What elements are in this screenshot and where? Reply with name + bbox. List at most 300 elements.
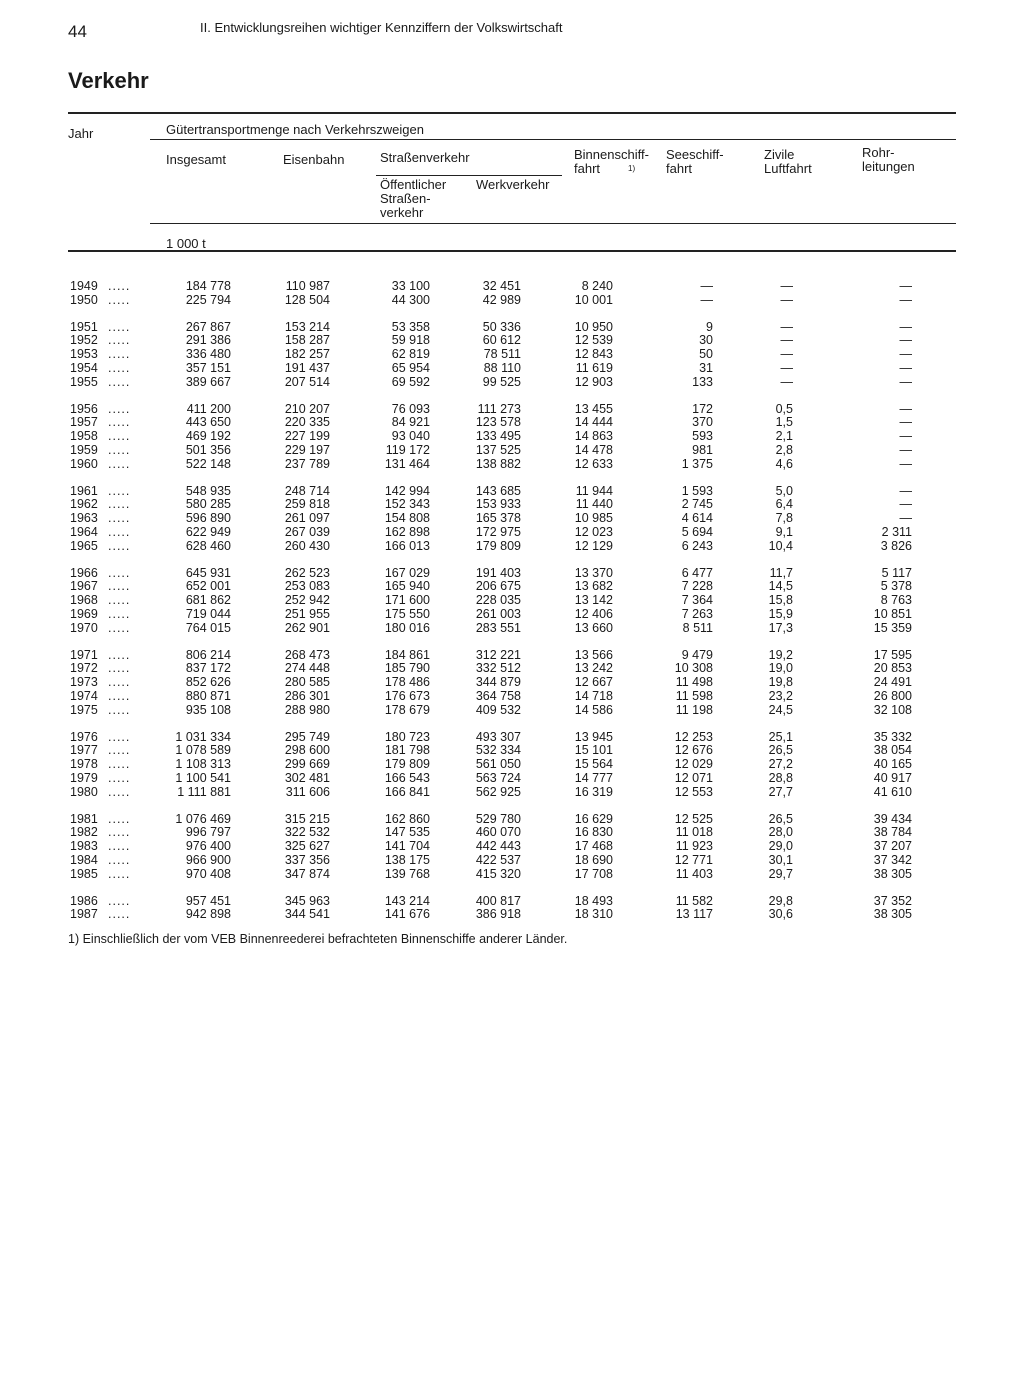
werkverkehr-cell: 442 443 [475, 839, 521, 854]
binnenschiff-cell: 14 478 [574, 443, 613, 457]
table-row [0, 293, 1024, 307]
luftfahrt-cell: 28,0 [768, 825, 793, 840]
binnenschiff-cell: 18 690 [574, 853, 613, 867]
rohr-cell: 37 342 [873, 853, 912, 867]
insgesamt-cell: 1 078 589 [175, 743, 231, 758]
rohr-cell: — [899, 374, 912, 389]
table-row [0, 675, 1024, 689]
leader-dots: ..... [108, 620, 131, 635]
year-cell: 1954 [70, 361, 98, 375]
rohr-cell: 40 165 [873, 757, 912, 772]
werkverkehr-cell: 409 532 [475, 702, 521, 717]
seeschiff-cell: 31 [699, 361, 713, 375]
werkverkehr-cell: 422 537 [475, 853, 521, 867]
leader-dots: ..... [108, 893, 131, 908]
werkverkehr-cell: 153 933 [475, 497, 521, 512]
eisenbahn-cell: 251 955 [284, 607, 330, 621]
leader-dots: ..... [108, 401, 131, 416]
table-row [0, 429, 1024, 443]
luftfahrt-cell: 1,5 [775, 415, 793, 430]
header-year: Jahr [68, 126, 94, 141]
eisenbahn-cell: 191 437 [284, 361, 330, 375]
luftfahrt-cell: 6,4 [775, 497, 793, 512]
rohr-cell: — [899, 511, 912, 526]
luftfahrt-cell: 19,8 [768, 675, 793, 690]
year-cell: 1972 [70, 661, 98, 676]
insgesamt-cell: 267 867 [185, 319, 231, 334]
eisenbahn-cell: 128 504 [284, 292, 330, 307]
leader-dots: ..... [108, 689, 131, 703]
insgesamt-cell: 970 408 [185, 866, 231, 881]
leader-dots: ..... [108, 525, 131, 539]
werkverkehr-cell: 228 035 [475, 593, 521, 608]
eisenbahn-cell: 253 083 [284, 579, 330, 594]
leader-dots: ..... [108, 292, 131, 307]
leader-dots: ..... [108, 319, 131, 334]
werkverkehr-cell: 133 495 [475, 429, 521, 444]
eisenbahn-cell: 295 749 [284, 729, 330, 744]
year-cell: 1987 [70, 907, 98, 922]
luftfahrt-cell: 19,0 [768, 661, 793, 676]
rohr-cell: — [899, 456, 912, 471]
rohr-cell: 38 305 [873, 907, 912, 922]
leader-dots: ..... [108, 333, 131, 348]
table-row [0, 415, 1024, 429]
leader-dots: ..... [108, 538, 131, 553]
werkverkehr-cell: 137 525 [475, 443, 521, 457]
table-row [0, 511, 1024, 525]
werkverkehr-cell: 332 512 [475, 661, 521, 676]
leader-dots: ..... [108, 661, 131, 676]
seeschiff-cell: 11 498 [675, 675, 713, 690]
insgesamt-cell: 942 898 [185, 907, 231, 922]
rohr-cell: 3 826 [880, 538, 912, 553]
eisenbahn-cell: 210 207 [284, 401, 330, 416]
year-cell: 1956 [70, 401, 98, 416]
eisenbahn-cell: 267 039 [284, 525, 330, 539]
insgesamt-cell: 957 451 [185, 893, 231, 908]
header-rule-1 [150, 139, 956, 140]
table-row [0, 457, 1024, 471]
binnenschiff-cell: 13 455 [574, 401, 613, 416]
oeffentlich-cell: 178 679 [384, 702, 430, 717]
year-cell: 1962 [70, 497, 98, 512]
oeffentlich-cell: 178 486 [384, 675, 430, 690]
seeschiff-cell: 370 [692, 415, 713, 430]
werkverkehr-cell: 172 975 [475, 525, 521, 539]
insgesamt-cell: 336 480 [185, 347, 231, 362]
luftfahrt-cell: 19,2 [768, 647, 793, 662]
binnenschiff-cell: 13 945 [574, 729, 613, 744]
oeffentlich-cell: 142 994 [384, 483, 430, 498]
rohr-cell: — [899, 319, 912, 334]
year-cell: 1958 [70, 429, 98, 444]
binnenschiff-cell: 12 903 [574, 374, 613, 389]
insgesamt-cell: 580 285 [185, 497, 231, 512]
insgesamt-cell: 764 015 [185, 620, 231, 635]
werkverkehr-cell: 261 003 [475, 607, 521, 621]
rohr-cell: — [899, 347, 912, 362]
seeschiff-cell: 12 525 [674, 811, 713, 826]
luftfahrt-cell: 23,2 [768, 689, 793, 703]
binnenschiff-cell: 10 950 [574, 319, 613, 334]
year-cell: 1959 [70, 443, 98, 457]
rohr-cell: 37 352 [873, 893, 912, 908]
werkverkehr-cell: 415 320 [475, 866, 521, 881]
binnenschiff-cell: 16 830 [574, 825, 613, 840]
header-binnenschiff-label: Binnenschiff-fahrt [574, 147, 649, 176]
werkverkehr-cell: 561 050 [475, 757, 521, 772]
luftfahrt-cell: 29,7 [768, 866, 793, 881]
oeffentlich-cell: 175 550 [384, 607, 430, 621]
rohr-cell: — [899, 443, 912, 457]
oeffentlich-cell: 152 343 [384, 497, 430, 512]
insgesamt-cell: 837 172 [185, 661, 231, 676]
insgesamt-cell: 522 148 [185, 456, 231, 471]
binnenschiff-cell: 15 101 [574, 743, 613, 758]
header-unit: 1 000 t [166, 236, 206, 251]
oeffentlich-cell: 180 723 [384, 729, 430, 744]
eisenbahn-cell: 280 585 [284, 675, 330, 690]
oeffentlich-cell: 180 016 [384, 620, 430, 635]
eisenbahn-cell: 182 257 [284, 347, 330, 362]
oeffentlich-cell: 184 861 [384, 647, 430, 662]
rohr-cell: 39 434 [873, 811, 912, 826]
header-rohr: Rohr-leitungen [862, 145, 915, 174]
seeschiff-cell: 133 [692, 374, 713, 389]
luftfahrt-cell: 4,6 [775, 456, 793, 471]
oeffentlich-cell: 185 790 [384, 661, 430, 676]
seeschiff-cell: 9 [706, 319, 713, 334]
eisenbahn-cell: 252 942 [284, 593, 330, 608]
year-cell: 1955 [70, 374, 98, 389]
eisenbahn-cell: 288 980 [284, 702, 330, 717]
seeschiff-cell: 13 117 [675, 907, 713, 922]
table-row [0, 757, 1024, 771]
luftfahrt-cell: 25,1 [768, 729, 793, 744]
table-row [0, 361, 1024, 375]
werkverkehr-cell: 88 110 [483, 361, 521, 375]
eisenbahn-cell: 229 197 [284, 443, 330, 457]
year-cell: 1981 [70, 811, 98, 826]
rohr-cell: — [899, 429, 912, 444]
insgesamt-cell: 976 400 [185, 839, 231, 854]
binnenschiff-cell: 12 633 [574, 456, 613, 471]
insgesamt-cell: 852 626 [185, 675, 231, 690]
werkverkehr-cell: 191 403 [475, 565, 521, 580]
oeffentlich-cell: 44 300 [391, 292, 430, 307]
seeschiff-cell: 4 614 [681, 511, 713, 526]
year-cell: 1976 [70, 729, 98, 744]
eisenbahn-cell: 262 523 [284, 565, 330, 580]
insgesamt-cell: 622 949 [185, 525, 231, 539]
binnenschiff-cell: 12 843 [574, 347, 613, 362]
header-rule-3 [150, 223, 956, 224]
werkverkehr-cell: 563 724 [475, 771, 521, 785]
binnenschiff-cell: 13 682 [574, 579, 613, 594]
seeschiff-cell: — [700, 292, 713, 307]
year-cell: 1982 [70, 825, 98, 840]
year-cell: 1964 [70, 525, 98, 539]
oeffentlich-cell: 162 898 [384, 525, 430, 539]
year-cell: 1969 [70, 607, 98, 621]
rohr-cell: 5 117 [881, 565, 912, 580]
footnote: 1) Einschließlich der vom VEB Binnenreederei befrachteten Binnenschiffe anderer Länder. [68, 932, 568, 946]
table-row [0, 907, 1024, 921]
binnenschiff-cell: 10 985 [574, 511, 613, 526]
year-cell: 1968 [70, 593, 98, 608]
oeffentlich-cell: 167 029 [384, 565, 430, 580]
eisenbahn-cell: 110 987 [285, 279, 330, 293]
table-row [0, 484, 1024, 498]
table-row [0, 689, 1024, 703]
werkverkehr-cell: 529 780 [475, 811, 521, 826]
leader-dots: ..... [108, 907, 131, 922]
leader-dots: ..... [108, 374, 131, 389]
seeschiff-cell: 7 228 [681, 579, 713, 594]
binnenschiff-cell: 13 370 [574, 565, 613, 580]
eisenbahn-cell: 227 199 [284, 429, 330, 444]
running-head: II. Entwicklungsreihen wichtiger Kennziffern der Volkswirtschaft [200, 20, 563, 35]
header-insgesamt: Insgesamt [166, 152, 226, 167]
eisenbahn-cell: 237 789 [284, 456, 330, 471]
rohr-cell: 40 917 [873, 771, 912, 785]
werkverkehr-cell: 344 879 [475, 675, 521, 690]
table-row [0, 825, 1024, 839]
year-cell: 1980 [70, 784, 98, 799]
leader-dots: ..... [108, 702, 131, 717]
luftfahrt-cell: 15,8 [768, 593, 793, 608]
luftfahrt-cell: 2,1 [775, 429, 793, 444]
leader-dots: ..... [108, 347, 131, 362]
luftfahrt-cell: 14,5 [768, 579, 793, 594]
binnenschiff-cell: 14 777 [574, 771, 613, 785]
table-row [0, 443, 1024, 457]
oeffentlich-cell: 119 172 [385, 443, 430, 457]
eisenbahn-cell: 345 963 [284, 893, 330, 908]
rohr-cell: 35 332 [873, 729, 912, 744]
luftfahrt-cell: — [780, 319, 793, 334]
leader-dots: ..... [108, 511, 131, 526]
luftfahrt-cell: 9,1 [775, 525, 793, 539]
insgesamt-cell: 469 192 [185, 429, 231, 444]
insgesamt-cell: 880 871 [185, 689, 231, 703]
seeschiff-cell: 12 253 [674, 729, 713, 744]
seeschiff-cell: 11 923 [675, 839, 713, 854]
binnenschiff-cell: 14 586 [574, 702, 613, 717]
luftfahrt-cell: 0,5 [775, 401, 793, 416]
table-row [0, 703, 1024, 717]
werkverkehr-cell: 364 758 [475, 689, 521, 703]
luftfahrt-cell: — [780, 279, 793, 293]
seeschiff-cell: 593 [692, 429, 713, 444]
insgesamt-cell: 225 794 [185, 292, 231, 307]
year-cell: 1971 [70, 647, 98, 662]
oeffentlich-cell: 143 214 [384, 893, 430, 908]
insgesamt-cell: 1 100 541 [175, 771, 231, 785]
oeffentlich-cell: 165 940 [384, 579, 430, 594]
seeschiff-cell: 12 029 [674, 757, 713, 772]
eisenbahn-cell: 153 214 [284, 319, 330, 334]
luftfahrt-cell: — [780, 347, 793, 362]
insgesamt-cell: 548 935 [185, 483, 231, 498]
rohr-cell: — [899, 361, 912, 375]
luftfahrt-cell: 27,7 [768, 784, 793, 799]
leader-dots: ..... [108, 456, 131, 471]
seeschiff-cell: 11 598 [675, 689, 713, 703]
eisenbahn-cell: 337 356 [284, 853, 330, 867]
rohr-cell: 20 853 [873, 661, 912, 676]
binnenschiff-cell: 13 242 [574, 661, 613, 676]
oeffentlich-cell: 65 954 [391, 361, 430, 375]
eisenbahn-cell: 158 287 [284, 333, 330, 348]
header-werkverkehr: Werkverkehr [476, 177, 550, 192]
seeschiff-cell: 981 [692, 443, 713, 457]
rohr-cell: 26 800 [873, 689, 912, 703]
binnenschiff-cell: 18 493 [574, 893, 613, 908]
binnenschiff-cell: 17 708 [574, 866, 613, 881]
binnenschiff-cell: 15 564 [574, 757, 613, 772]
insgesamt-cell: 628 460 [185, 538, 231, 553]
rohr-cell: 15 359 [873, 620, 912, 635]
seeschiff-cell: 1 375 [681, 456, 713, 471]
luftfahrt-cell: 11,7 [769, 565, 793, 580]
seeschiff-cell: — [700, 279, 713, 293]
rohr-cell: 38 784 [873, 825, 912, 840]
werkverkehr-cell: 206 675 [475, 579, 521, 594]
rohr-cell: — [899, 292, 912, 307]
werkverkehr-cell: 78 511 [483, 347, 521, 362]
werkverkehr-cell: 138 882 [475, 456, 521, 471]
year-cell: 1966 [70, 565, 98, 580]
seeschiff-cell: 6 477 [681, 565, 713, 580]
table-row [0, 621, 1024, 635]
rohr-cell: — [899, 415, 912, 430]
leader-dots: ..... [108, 839, 131, 854]
eisenbahn-cell: 220 335 [284, 415, 330, 430]
year-cell: 1967 [70, 579, 98, 594]
seeschiff-cell: 11 018 [675, 825, 713, 840]
year-cell: 1978 [70, 757, 98, 772]
rohr-cell: 2 311 [881, 525, 912, 539]
table-row [0, 812, 1024, 826]
luftfahrt-cell: 29,8 [768, 893, 793, 908]
year-cell: 1970 [70, 620, 98, 635]
eisenbahn-cell: 274 448 [284, 661, 330, 676]
luftfahrt-cell: — [780, 333, 793, 348]
luftfahrt-cell: 17,3 [768, 620, 793, 635]
insgesamt-cell: 996 797 [185, 825, 231, 840]
werkverkehr-cell: 42 989 [482, 292, 521, 307]
year-cell: 1979 [70, 771, 98, 785]
eisenbahn-cell: 207 514 [284, 374, 330, 389]
seeschiff-cell: 12 676 [674, 743, 713, 758]
werkverkehr-cell: 60 612 [482, 333, 521, 348]
leader-dots: ..... [108, 279, 131, 293]
table-row [0, 566, 1024, 580]
werkverkehr-cell: 50 336 [482, 319, 521, 334]
oeffentlich-cell: 131 464 [384, 456, 430, 471]
year-cell: 1960 [70, 456, 98, 471]
leader-dots: ..... [108, 866, 131, 881]
year-cell: 1952 [70, 333, 98, 348]
rohr-cell: — [899, 333, 912, 348]
insgesamt-cell: 411 200 [186, 401, 231, 416]
insgesamt-cell: 184 778 [185, 279, 231, 293]
insgesamt-cell: 1 076 469 [175, 811, 231, 826]
eisenbahn-cell: 248 714 [284, 483, 330, 498]
eisenbahn-cell: 268 473 [284, 647, 330, 662]
binnenschiff-cell: 16 319 [574, 784, 613, 799]
insgesamt-cell: 443 650 [185, 415, 231, 430]
table-row [0, 607, 1024, 621]
leader-dots: ..... [108, 784, 131, 799]
leader-dots: ..... [108, 429, 131, 444]
header-seeschiff: Seeschiff-fahrt [666, 147, 724, 176]
oeffentlich-cell: 147 535 [384, 825, 430, 840]
rohr-cell: — [899, 279, 912, 293]
oeffentlich-cell: 154 808 [384, 511, 430, 526]
werkverkehr-cell: 386 918 [475, 907, 521, 922]
year-cell: 1963 [70, 511, 98, 526]
seeschiff-cell: 11 403 [675, 866, 713, 881]
eisenbahn-cell: 299 669 [284, 757, 330, 772]
luftfahrt-cell: 2,8 [775, 443, 793, 457]
table-row [0, 333, 1024, 347]
insgesamt-cell: 645 931 [185, 565, 231, 580]
rohr-cell: — [899, 497, 912, 512]
oeffentlich-cell: 176 673 [384, 689, 430, 703]
leader-dots: ..... [108, 729, 131, 744]
year-cell: 1984 [70, 853, 98, 867]
leader-dots: ..... [108, 593, 131, 608]
rohr-cell: 38 054 [873, 743, 912, 758]
year-cell: 1951 [70, 319, 98, 334]
year-cell: 1957 [70, 415, 98, 430]
year-cell: 1950 [70, 292, 98, 307]
oeffentlich-cell: 138 175 [384, 853, 430, 867]
footnote-marker: 1) [628, 164, 636, 173]
seeschiff-cell: 11 198 [675, 702, 713, 717]
table-row [0, 320, 1024, 334]
werkverkehr-cell: 312 221 [475, 647, 521, 662]
rohr-cell: 8 763 [880, 593, 912, 608]
eisenbahn-cell: 344 541 [284, 907, 330, 922]
insgesamt-cell: 596 890 [185, 511, 231, 526]
insgesamt-cell: 806 214 [185, 647, 231, 662]
rohr-cell: 10 851 [873, 607, 912, 621]
year-cell: 1973 [70, 675, 98, 690]
werkverkehr-cell: 400 817 [475, 893, 521, 908]
seeschiff-cell: 7 364 [681, 593, 713, 608]
leader-dots: ..... [108, 757, 131, 772]
luftfahrt-cell: 30,1 [768, 853, 793, 867]
binnenschiff-cell: 14 718 [574, 689, 613, 703]
page-number: 44 [68, 22, 87, 41]
werkverkehr-cell: 111 273 [477, 401, 521, 416]
luftfahrt-cell: 28,8 [768, 771, 793, 785]
leader-dots: ..... [108, 825, 131, 840]
eisenbahn-cell: 260 430 [284, 538, 330, 553]
rohr-cell: — [899, 401, 912, 416]
oeffentlich-cell: 166 543 [384, 771, 430, 785]
seeschiff-cell: 30 [699, 333, 713, 348]
seeschiff-cell: 10 308 [674, 661, 713, 676]
insgesamt-cell: 681 862 [185, 593, 231, 608]
oeffentlich-cell: 62 819 [391, 347, 430, 362]
eisenbahn-cell: 325 627 [284, 839, 330, 854]
oeffentlich-cell: 76 093 [391, 401, 430, 416]
